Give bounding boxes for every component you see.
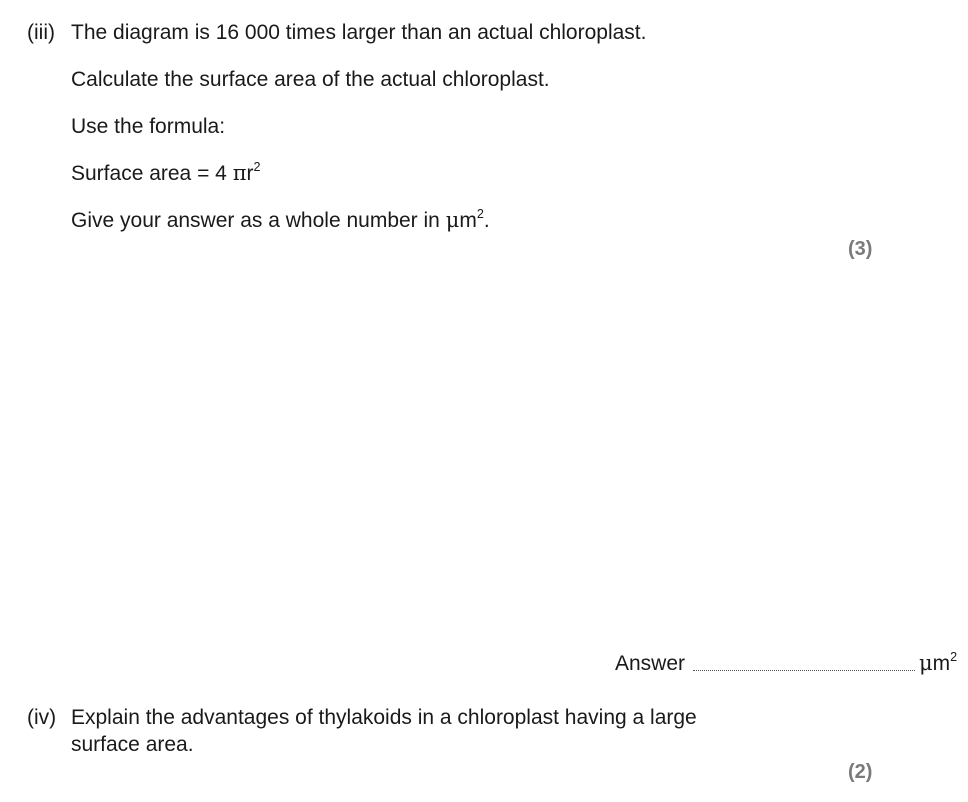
unit-metre: m xyxy=(459,209,477,232)
pi-symbol: π xyxy=(232,161,247,185)
formula-exponent: 2 xyxy=(253,160,261,175)
answer-line[interactable] xyxy=(693,670,915,671)
question-number-iv: (iv) xyxy=(27,706,57,729)
formula-intro: Use the formula: xyxy=(71,115,226,138)
question-iii-stem: The diagram is 16 000 times larger than an actual chloroplast. xyxy=(71,21,647,44)
question-iv-stem-line1: Explain the advantages of thylakoids in a chloroplast having a large xyxy=(71,706,697,729)
working-space[interactable] xyxy=(71,270,911,630)
answer-unit-exponent: 2 xyxy=(950,650,958,665)
answer-unit-metre: m xyxy=(932,652,951,675)
formula-prefix: Surface area = 4 xyxy=(71,162,233,185)
answer-format-instruction xyxy=(71,208,490,233)
answer-unit-micro: μ xyxy=(919,651,933,675)
question-iii-instruction: Calculate the surface area of the actual chloroplast. xyxy=(71,68,550,91)
answer-unit xyxy=(919,651,957,676)
marks-iv: (2) xyxy=(848,761,873,783)
answer-label: Answer xyxy=(615,652,686,675)
surface-area-formula xyxy=(71,161,261,186)
question-number-iii: (iii) xyxy=(27,21,55,44)
unit-exponent: 2 xyxy=(476,207,484,222)
answer-format-text: Give your answer as a whole number in xyxy=(71,209,446,232)
marks-iii: (3) xyxy=(848,238,873,260)
question-iv-stem-line2: surface area. xyxy=(71,733,194,756)
formula-radius: r xyxy=(246,162,254,185)
micro-symbol: μ xyxy=(445,208,460,232)
full-stop: . xyxy=(483,209,490,232)
